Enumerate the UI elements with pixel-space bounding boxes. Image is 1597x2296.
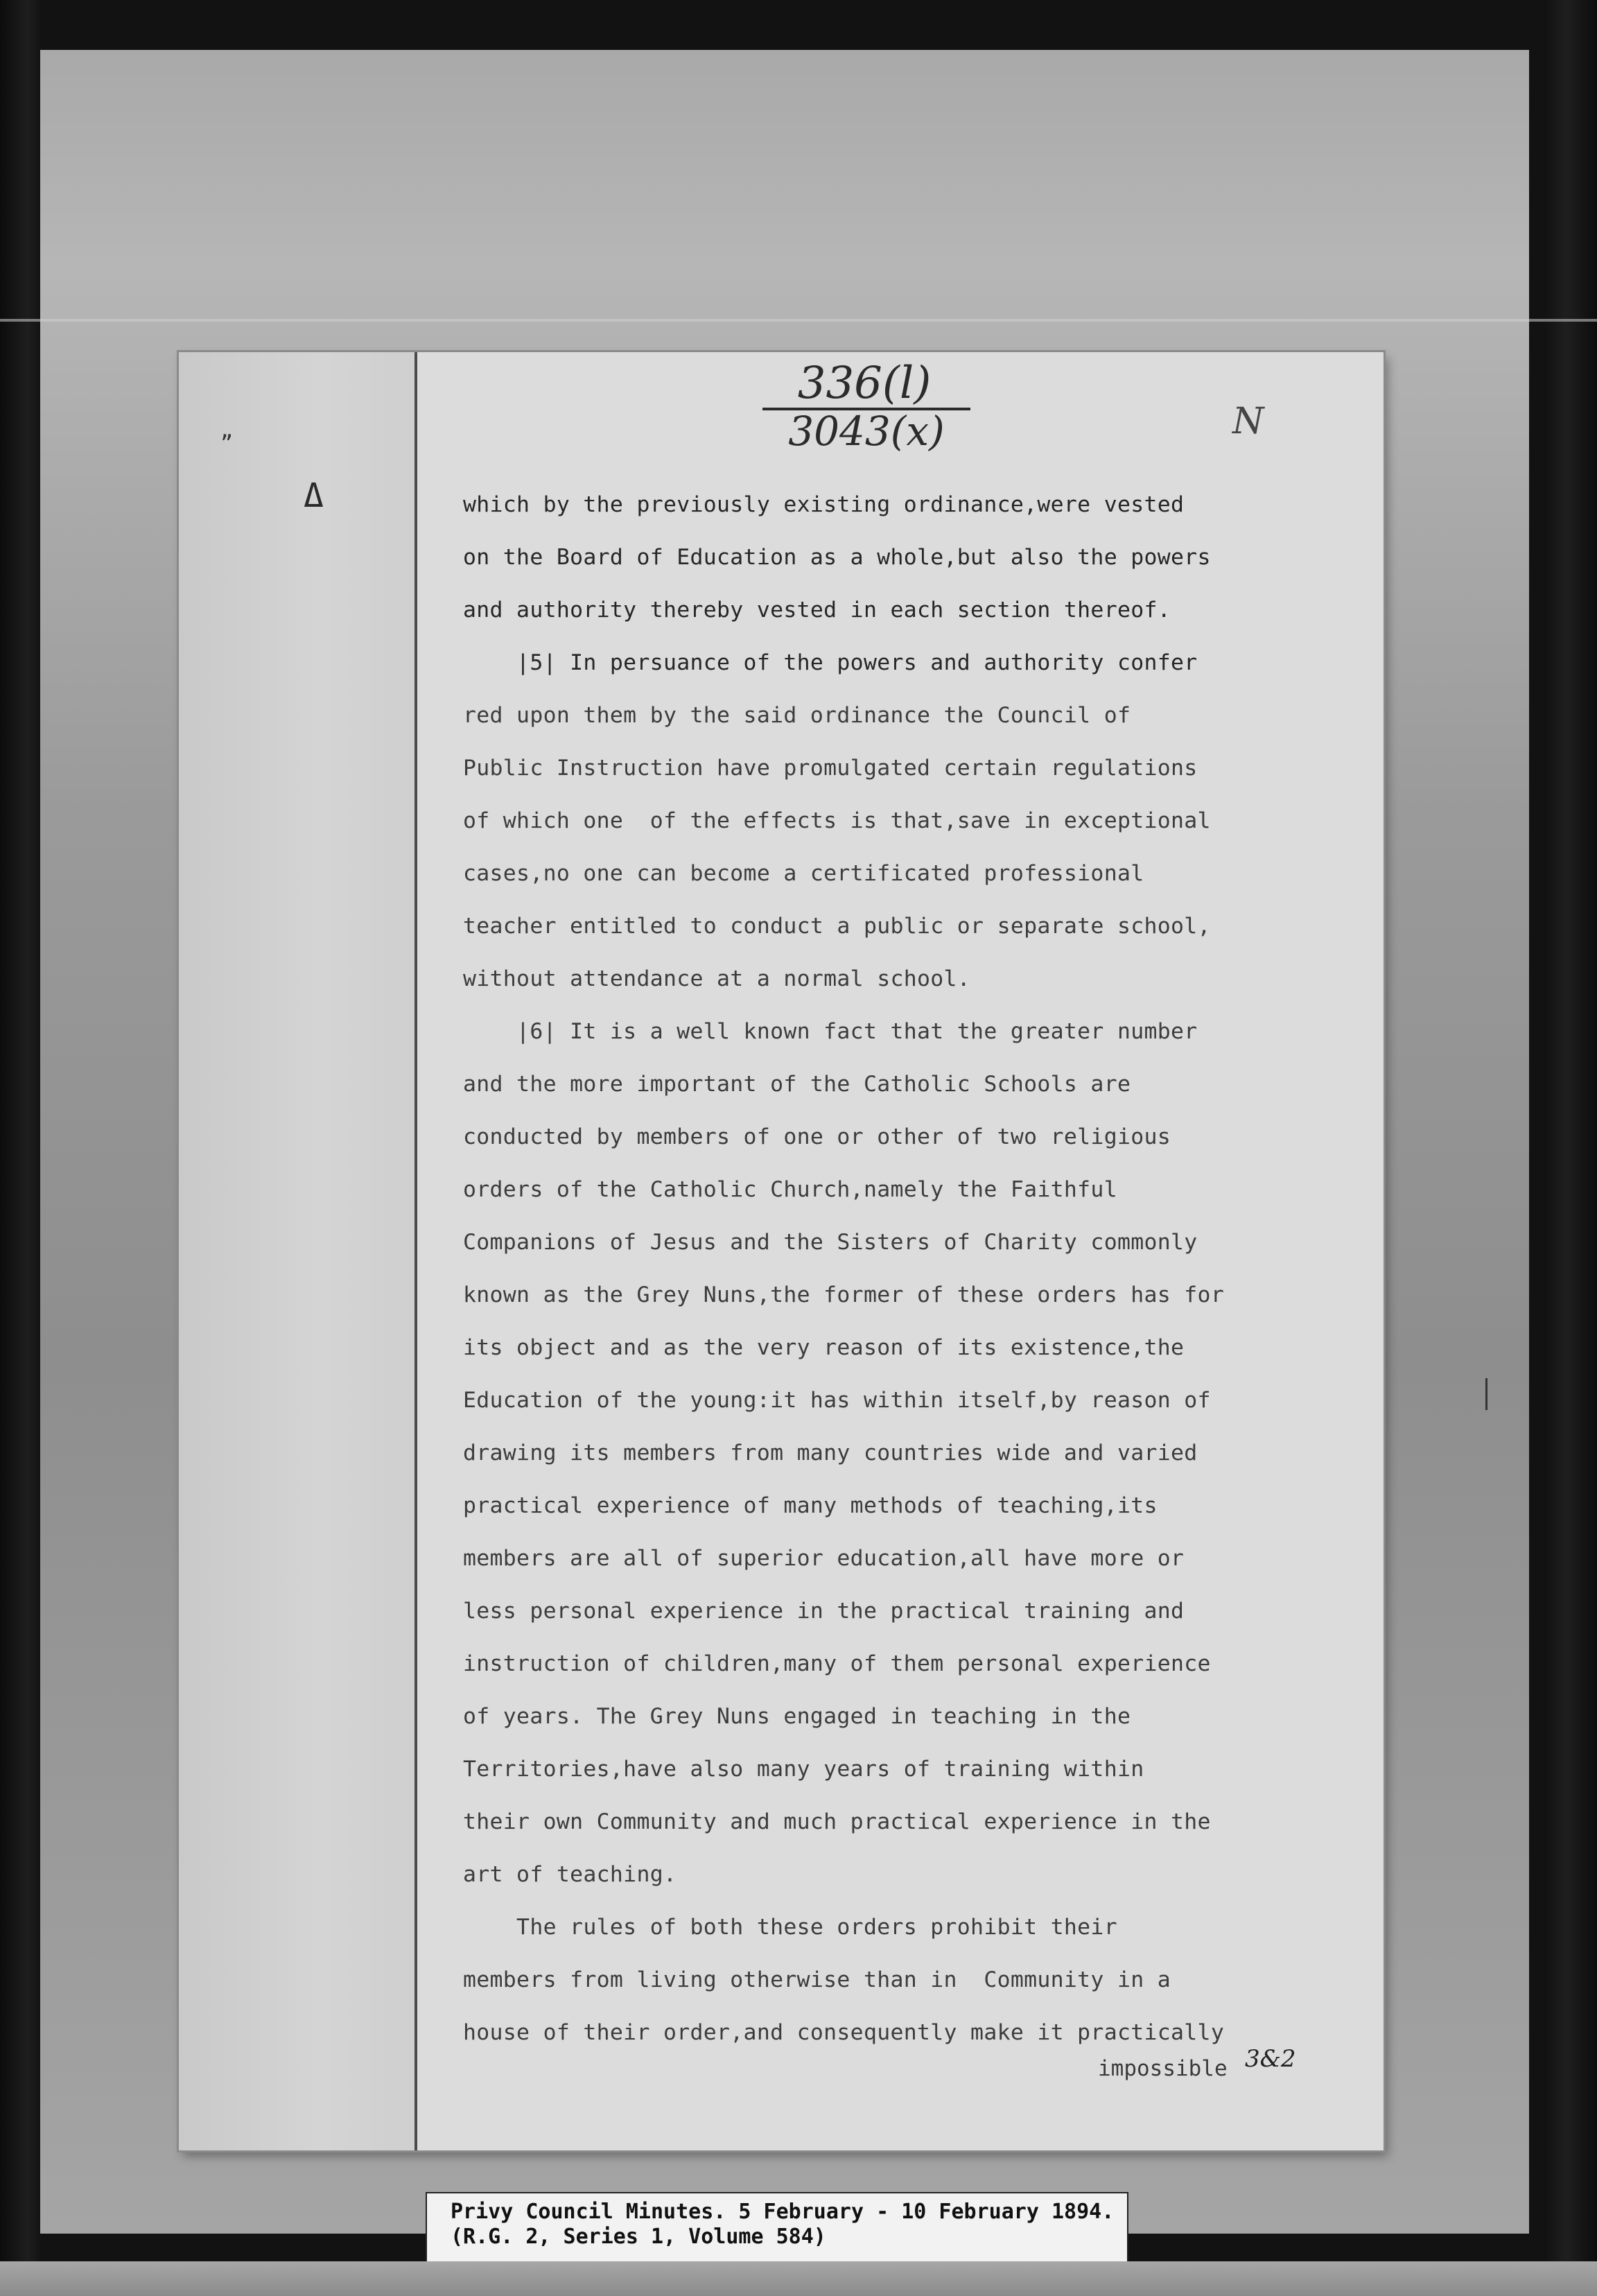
text-line: and the more important of the Catholic Schools are xyxy=(463,1072,1131,1097)
text-line: instruction of children,many of them personal experience xyxy=(463,1651,1211,1676)
folio-number-bottom: 3043(x) xyxy=(762,408,970,452)
text-line: Public Instruction have promulgated certain regulations xyxy=(463,756,1198,781)
text-line: and authority thereby vested in each section thereof. xyxy=(463,598,1171,623)
text-line: without attendance at a normal school. xyxy=(463,966,971,991)
text-line: orders of the Catholic Church,namely the Faithful xyxy=(463,1177,1117,1202)
caption-title: Privy Council Minutes. 5 February - 10 February 1894. xyxy=(451,2200,1115,2224)
text-line: members from living otherwise than in Community in a xyxy=(463,1967,1171,1992)
document-text xyxy=(463,478,1274,2059)
binding-margin xyxy=(179,352,417,2150)
margin-mark-binding: Δ xyxy=(304,476,324,515)
text-line: cases,no one can become a certificated professional xyxy=(463,861,1144,886)
text-line: Territories,have also many years of training within xyxy=(463,1757,1144,1782)
text-line: drawing its members from many countries wide and varied xyxy=(463,1441,1198,1466)
text-line: art of teaching. xyxy=(463,1862,677,1887)
text-line: Education of the young:it has within itself,by reason of xyxy=(463,1388,1211,1413)
film-edge xyxy=(0,2261,1597,2296)
folio-number-top: 336(l) xyxy=(797,358,932,409)
caption-reference: (R.G. 2, Series 1, Volume 584) xyxy=(451,2225,826,2249)
text-line: practical experience of many methods of teaching,its xyxy=(463,1493,1158,1518)
text-line: |5| In persuance of the powers and authority confer xyxy=(463,650,1198,675)
text-line: teacher entitled to conduct a public or separate school, xyxy=(463,914,1211,939)
text-line: less personal experience in the practical training and xyxy=(463,1599,1185,1624)
text-line: red upon them by the said ordinance the Council of xyxy=(463,703,1131,728)
text-line: its object and as the very reason of its existence,the xyxy=(463,1335,1185,1360)
margin-tick xyxy=(1485,1378,1487,1410)
text-line: conducted by members of one or other of two religious xyxy=(463,1124,1171,1149)
text-line: Companions of Jesus and the Sisters of Charity commonly xyxy=(463,1230,1198,1255)
scan-line xyxy=(0,319,1597,322)
text-line: The rules of both these orders prohibit their xyxy=(463,1915,1117,1940)
text-line: their own Community and much practical experience in the xyxy=(463,1809,1211,1834)
text-line: |6| It is a well known fact that the greater number xyxy=(463,1019,1198,1044)
text-line: of years. The Grey Nuns engaged in teaching in the xyxy=(463,1704,1131,1729)
text-line: house of their order,and consequently make it practically xyxy=(463,2020,1225,2045)
text-line: which by the previously existing ordinance,were vested xyxy=(463,492,1185,517)
corner-annotation: N xyxy=(1232,401,1264,442)
catchword: impossible xyxy=(1098,2056,1228,2081)
text-line: of which one of the effects is that,save in exceptional xyxy=(463,808,1211,833)
catchword-annotation: 3&2 xyxy=(1245,2045,1296,2073)
text-line: known as the Grey Nuns,the former of these orders has for xyxy=(463,1282,1225,1307)
text-line: on the Board of Education as a whole,but also the powers xyxy=(463,545,1211,570)
text-line: members are all of superior education,all have more or xyxy=(463,1546,1185,1571)
margin-mark-small: „ xyxy=(220,419,234,443)
